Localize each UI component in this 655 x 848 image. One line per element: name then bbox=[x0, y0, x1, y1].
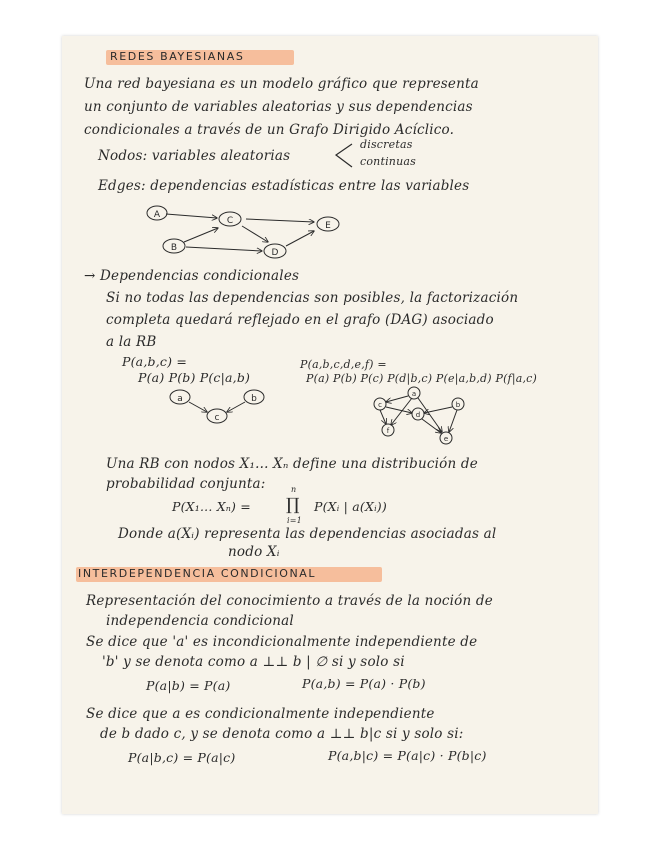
intro-line-2: un conjunto de variables aleatorias y sus dependencias bbox=[84, 99, 473, 115]
formula-right-1: P(a,b,c,d,e,f) = bbox=[300, 358, 387, 371]
intro-line-1: Una red bayesiana es un modelo gráfico que representa bbox=[84, 76, 479, 92]
graph2-label-a: a bbox=[177, 394, 183, 404]
donde-line-2: nodo Xᵢ bbox=[228, 544, 280, 560]
nodos-label: Nodos: variables aleatorias bbox=[98, 148, 291, 164]
eq2b: P(a,b|c) = P(a|c) · P(b|c) bbox=[328, 748, 487, 763]
cond-line-2: de b dado c, y se denota como a ⊥⊥ b|c si y solo si: bbox=[100, 726, 464, 742]
graph1-label-d: D bbox=[271, 248, 279, 258]
dependencias-line-2: completa quedará reflejado en el grafo (DAG) asociado bbox=[106, 312, 494, 328]
graph3-label-c: c bbox=[378, 401, 382, 409]
graph1-label-b: B bbox=[170, 243, 178, 253]
product-pi-top: n bbox=[291, 485, 297, 494]
donde-line-1: Donde a(Xᵢ) representa las dependencias asociadas al bbox=[118, 526, 497, 542]
graph-dag-3 bbox=[368, 386, 478, 448]
graph3-label-f: f bbox=[386, 427, 390, 435]
section-title-redes: REDES BAYESIANAS bbox=[110, 50, 245, 63]
rb-line-2: probabilidad conjunta: bbox=[106, 476, 266, 492]
dependencias-title: → Dependencias condicionales bbox=[84, 268, 300, 284]
section-title-interdependencia: INTERDEPENDENCIA CONDICIONAL bbox=[78, 567, 317, 580]
graph3-label-b: b bbox=[455, 401, 461, 409]
dependencias-line-1: Si no todas las dependencias son posibles, la factorización bbox=[106, 290, 519, 306]
product-rhs: P(Xᵢ | a(Xᵢ)) bbox=[314, 499, 387, 514]
product-pi-symbol: ∏ bbox=[286, 495, 300, 515]
product-pi-bottom: i=1 bbox=[287, 516, 302, 525]
rep-line-1: Representación del conocimiento a través de la noción de bbox=[86, 593, 493, 609]
graph2-label-b: b bbox=[251, 394, 257, 404]
graph1-label-c: C bbox=[226, 216, 234, 226]
dependencias-line-3: a la RB bbox=[106, 334, 157, 350]
edges-label: Edges: dependencias estadísticas entre las variables bbox=[98, 178, 470, 194]
nodos-option-continuas: continuas bbox=[360, 155, 416, 168]
eq1b: P(a,b) = P(a) · P(b) bbox=[302, 676, 426, 691]
eq2a: P(a|b,c) = P(a|c) bbox=[128, 750, 236, 765]
formula-left-1: P(a,b,c) = bbox=[122, 354, 188, 369]
formula-right-2: P(a) P(b) P(c) P(d|b,c) P(e|a,b,d) P(f|a,c) bbox=[306, 372, 538, 385]
graph3-label-d: d bbox=[415, 411, 421, 419]
incond-line-2: 'b' y se denota como a ⊥⊥ b | ∅ si y solo si bbox=[102, 654, 405, 670]
formula-left-2: P(a) P(b) P(c|a,b) bbox=[138, 370, 251, 385]
rep-line-2: independencia condicional bbox=[106, 613, 294, 629]
graph1-label-e: E bbox=[325, 221, 331, 231]
graph-dag-1 bbox=[142, 204, 362, 264]
graph2-label-c: c bbox=[214, 413, 220, 423]
nodos-option-discretas: discretas bbox=[360, 138, 413, 151]
graph1-label-a: A bbox=[153, 210, 161, 220]
graph3-label-e: e bbox=[443, 435, 449, 443]
eq1a: P(a|b) = P(a) bbox=[146, 678, 231, 693]
incond-line-1: Se dice que 'a' es incondicionalmente independiente de bbox=[86, 634, 478, 650]
brace-icon bbox=[334, 140, 354, 170]
graph-dag-2 bbox=[162, 388, 272, 428]
graph3-label-a: a bbox=[411, 390, 417, 398]
intro-line-3: condicionales a través de un Grafo Dirigido Acíclico. bbox=[84, 122, 455, 138]
cond-line-1: Se dice que a es condicionalmente independiente bbox=[86, 706, 435, 722]
product-lhs: P(X₁... Xₙ) = bbox=[172, 499, 251, 514]
rb-line-1: Una RB con nodos X₁... Xₙ define una distribución de bbox=[106, 456, 478, 472]
notebook-page bbox=[62, 36, 598, 814]
